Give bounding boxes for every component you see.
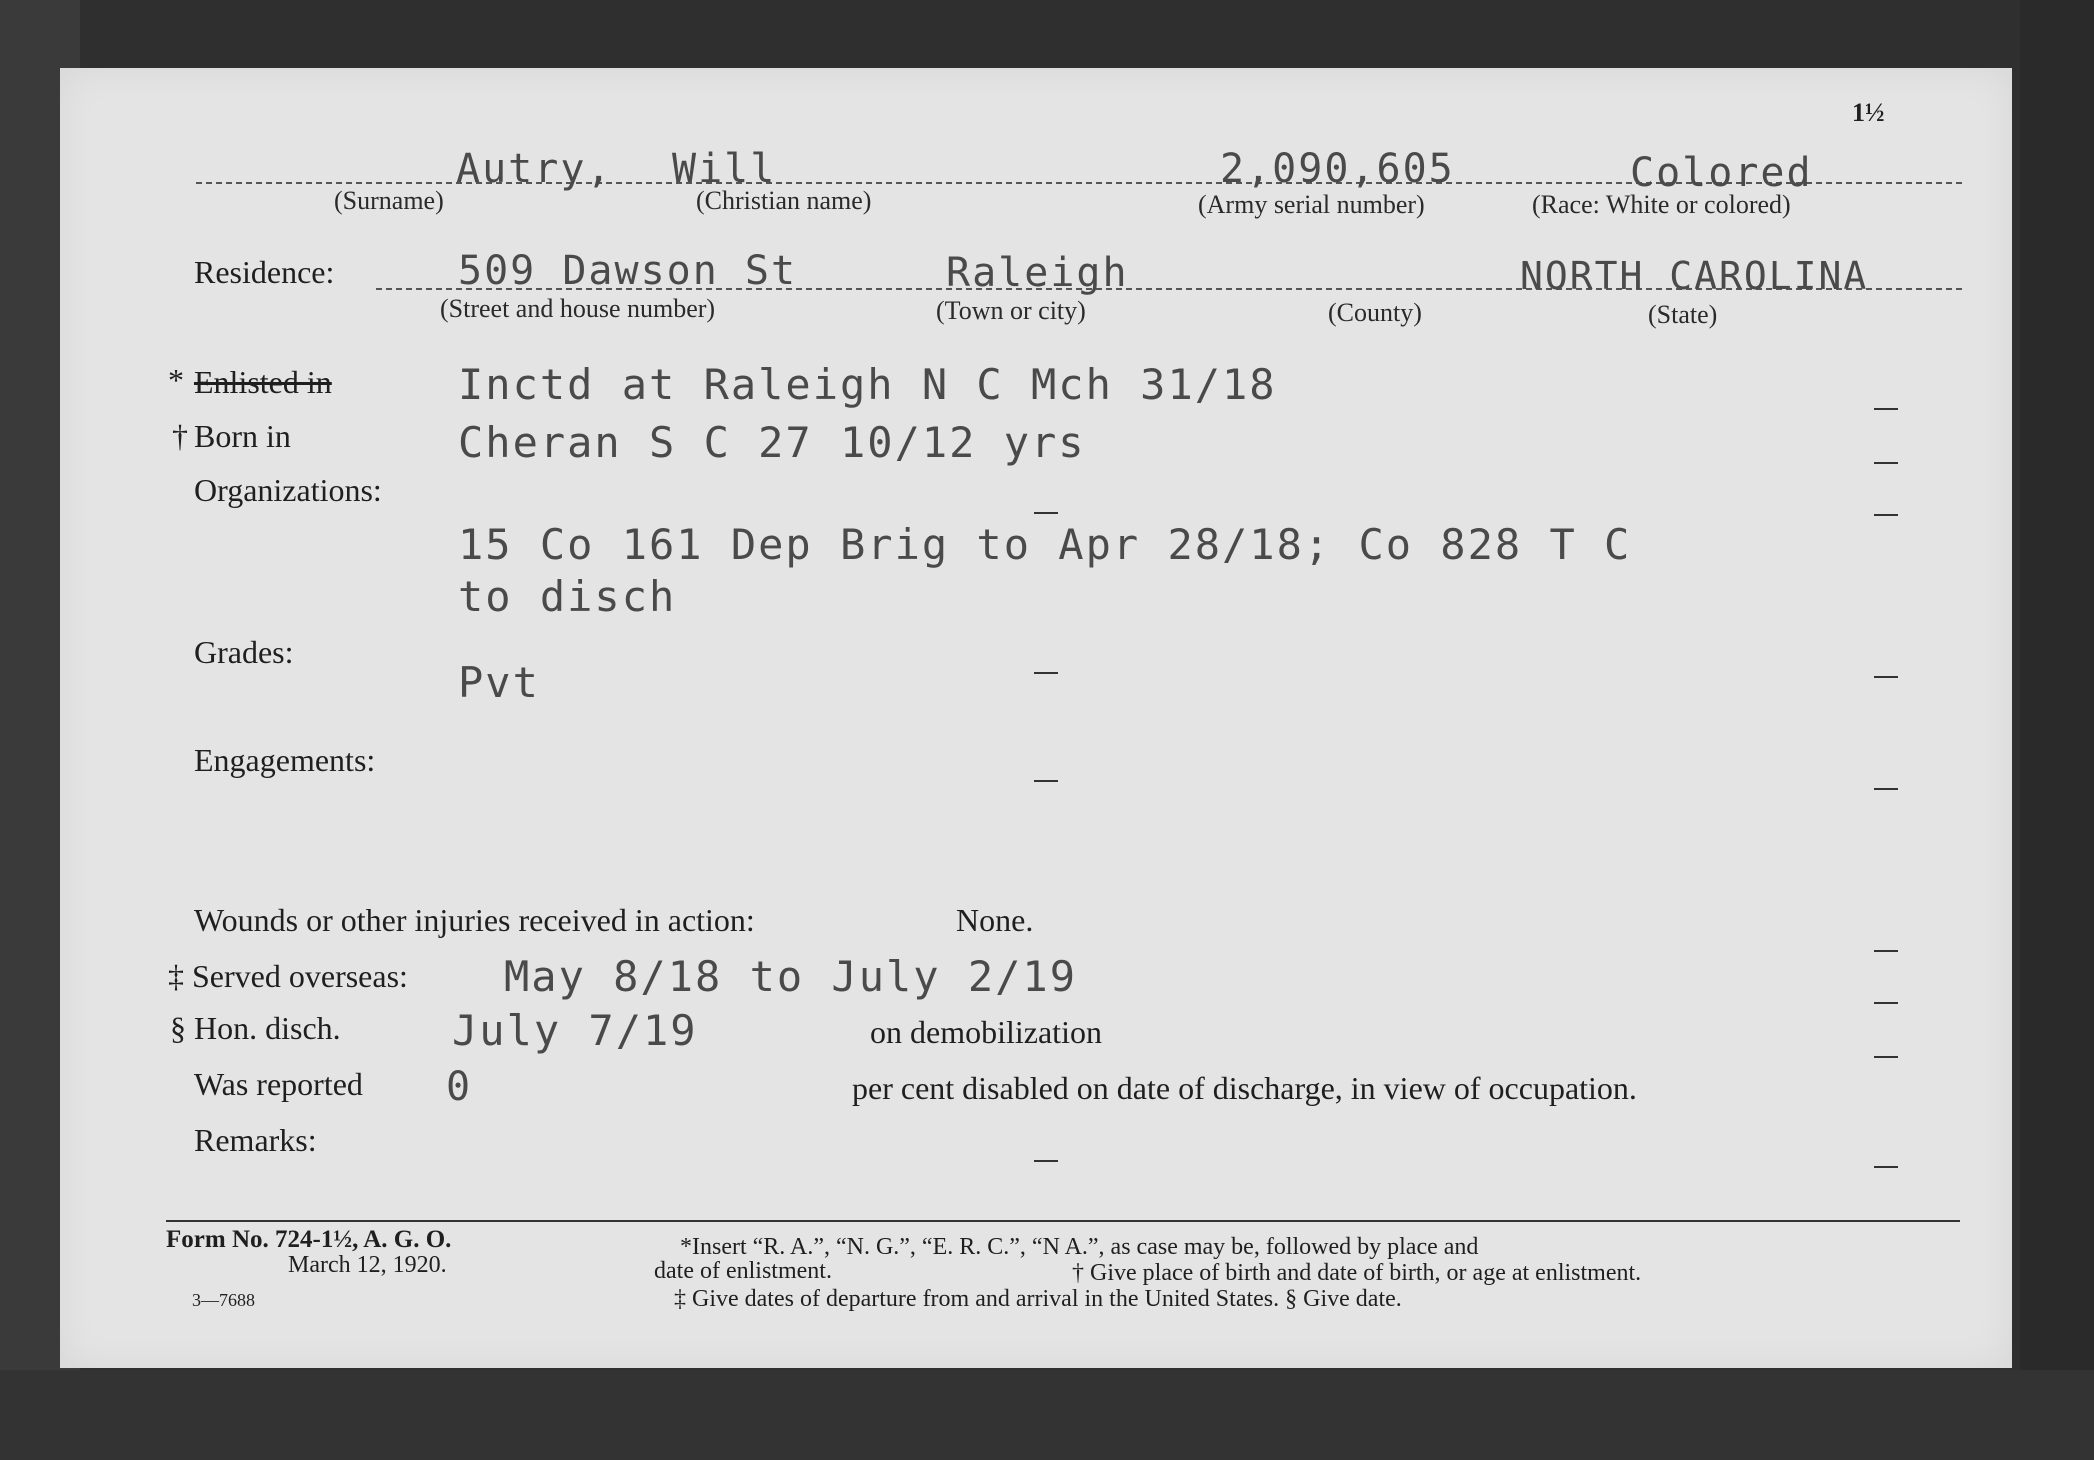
- enlisted-label: Enlisted in: [194, 364, 332, 400]
- discharge-value: July 7/19: [452, 1006, 698, 1055]
- surname-caption: (Surname): [334, 186, 444, 215]
- reported-value: 0: [446, 1064, 473, 1110]
- born-label: Born in: [194, 418, 291, 454]
- discharge-note: on demobilization: [870, 1014, 1102, 1050]
- residence-label: Residence:: [194, 254, 335, 290]
- grades-label: Grades:: [194, 634, 294, 670]
- remarks-dash-right: [1874, 1166, 1898, 1168]
- organizations-line2: to disch: [458, 572, 677, 621]
- residence-town-value: Raleigh: [946, 250, 1129, 296]
- residence-state-value: NORTH CAROLINA: [1520, 254, 1869, 298]
- background-bottom: [0, 1370, 2094, 1460]
- discharge-marker: §: [170, 1010, 186, 1046]
- organizations-line1: 15 Co 161 Dep Brig to Apr 28/18; Co 828 T C: [458, 520, 1632, 569]
- discharge-label: Hon. disch.: [194, 1010, 341, 1046]
- overseas-dash: [1874, 950, 1898, 952]
- footnote-birth: † Give place of birth and date of birth, or age at enlistment.: [1072, 1260, 1642, 1286]
- race-caption: (Race: White or colored): [1532, 190, 1791, 219]
- overseas-value: May 8/18 to July 2/19: [504, 952, 1078, 1001]
- background-right: [2020, 0, 2094, 1460]
- reported-note: per cent disabled on date of discharge, in view of occupation.: [852, 1070, 1637, 1106]
- enlisted-marker: *: [168, 362, 184, 398]
- residence-street-value: 509 Dawson St: [458, 248, 798, 294]
- engagements-dash-right: [1874, 788, 1898, 790]
- print-code: 3—7688: [192, 1290, 255, 1310]
- born-dash: [1874, 462, 1898, 464]
- serial-number-value: 2,090,605: [1220, 146, 1455, 192]
- form-date: March 12, 1920.: [288, 1252, 447, 1278]
- footnote-dates: ‡ Give dates of departure from and arrival in the United States. § Give date.: [674, 1286, 1402, 1312]
- christian-name-caption: (Christian name): [696, 186, 872, 215]
- street-caption: (Street and house number): [440, 294, 716, 323]
- reported-label: Was reported: [194, 1066, 363, 1102]
- wounds-label: Wounds or other injuries received in action:: [194, 902, 755, 938]
- race-value: Colored: [1630, 150, 1813, 196]
- service-record-card: [60, 68, 2012, 1368]
- enlisted-dash: [1874, 408, 1898, 410]
- discharge-dash: [1874, 1002, 1898, 1004]
- form-number: Form No. 724-1½, A. G. O.: [166, 1226, 452, 1253]
- wounds-value: None.: [956, 902, 1034, 938]
- born-value: Cheran S C 27 10/12 yrs: [458, 418, 1086, 467]
- grades-value: Pvt: [458, 658, 540, 707]
- engagements-dash-mid: [1034, 780, 1058, 782]
- reported-dash: [1874, 1056, 1898, 1058]
- overseas-marker: ‡: [168, 958, 184, 994]
- remarks-dash-mid: [1034, 1160, 1058, 1162]
- county-caption: (County): [1328, 298, 1422, 327]
- organizations-label: Organizations:: [194, 472, 382, 508]
- organizations-dash-right: [1874, 514, 1898, 516]
- engagements-label: Engagements:: [194, 742, 376, 778]
- grades-dash-right: [1874, 676, 1898, 678]
- remarks-label: Remarks:: [194, 1122, 317, 1158]
- state-caption: (State): [1648, 300, 1718, 329]
- footer-rule: [166, 1220, 1960, 1222]
- serial-number-caption: (Army serial number): [1198, 190, 1425, 219]
- overseas-label: Served overseas:: [192, 958, 408, 994]
- surname-value: Autry,: [456, 146, 613, 192]
- footnote-insert: *Insert “R. A.”, “N. G.”, “E. R. C.”, “N A.”, as case may be, followed by place and: [680, 1234, 1479, 1260]
- enlisted-value: Inctd at Raleigh N C Mch 31/18: [458, 360, 1277, 409]
- footnote-insert-cont: date of enlistment.: [654, 1258, 832, 1284]
- card-number: 1½: [1852, 98, 1885, 127]
- grades-dash-mid: [1034, 672, 1058, 674]
- town-caption: (Town or city): [936, 296, 1086, 325]
- organizations-dash-mid: [1034, 512, 1058, 514]
- christian-name-value: Will: [672, 146, 777, 192]
- born-marker: †: [172, 418, 188, 454]
